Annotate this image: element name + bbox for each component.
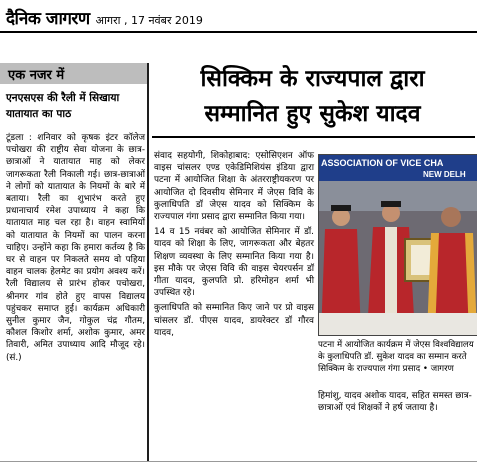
top-rule [0, 31, 477, 33]
newspaper-logo: दैनिक जागरण [6, 9, 90, 29]
headline-rule [152, 136, 475, 138]
article-headline [150, 62, 475, 132]
article-paragraph: कुलाधिपति को सम्मानित किए जाने पर प्रो वाइस चांसलर डॉ. पीएस यादव, डायरेक्टर डॉ गौरव यादव, [154, 303, 314, 338]
edition-date: आगरा , 17 नवंबर 2019 [95, 14, 203, 27]
photo-caption: पटना में आयोजित कार्यक्रम में जेएस विश्वविद्यालय के कुलाधिपति डॉ. सुकेश यादव का सम्मान करते सिक्किम के राज्यपाल गंगा प्रसाद • जागरण [318, 340, 474, 374]
news-photo [318, 154, 477, 336]
sidebar-header [0, 63, 147, 84]
photo-banner-text-2: NEW DELH [423, 170, 466, 179]
article-paragraph: संवाद सहयोगी, शिकोहाबाद: एसोसिएशन ऑफ वाइस चांसलर एण्ड एकेडिमिशियंस इंडिया द्वारा पटना में आयोजित शिक्षा के अंतरराष्ट्रीयकरण पर आयोजित दो दिवसीय सेमिनार में जेएस विवि के कुलाधिपति डॉ जेएस यादव को सिक्किम के राज्यपाल गंगा प्रसाद द्वारा सम्मानित किया गया। [154, 151, 314, 223]
photo-banner-text: ASSOCIATION OF VICE CHA [321, 158, 444, 168]
masthead [6, 6, 203, 28]
sidebar-header-label: एक नजर में [8, 68, 65, 83]
bottom-rule [0, 461, 477, 462]
sidebar-body: टूंडला : शनिवार को कृषक इंटर कॉलेज पचोखरा की राष्ट्रीय सेवा योजना के छात्र-छात्राओं ने यातायात माह को लेकर जागरूकता रैली निकाली गई। छात्र-छात्राओं ने लोगों को यातायात के नियमों के बारे में बताया। रैली का शुभारंभ करते हुए प्रधानाचार्य रमेश उपाध्याय ने कहा कि यातायात माह चल रहा है। वाहन स्वामियों को यातायात के नियमों का पालन करना चाहिए। उन्होंने कहा कि हमारा कर्तव्य है कि घर से वाहन पर निकलते समय वो पहिया वाहन चालक हेलमेट का प्रयोग अवश्य करें। रैली विद्यालय से प्रारंभ होकर पचोखरा, श्रीनगर गांव होते हुए वापस विद्यालय पहुंचकर समाप्त हुई। कार्यक्रम अधिकारी सुनील कुमार जैन, गोकुल चंद्र गौतम, कौशल किशोर शर्मा, अशोक कुमार, अमर तिवारी, अमित उपाध्याय आदि मौजूद रहे। (सं.) [6, 133, 145, 363]
sidebar-headline: एनएसएस की रैली में सिखाया यातायात का पाठ [6, 92, 120, 120]
article-body [154, 150, 314, 342]
headline-line-2: सम्मानित हुए सुकेश यादव [204, 101, 421, 127]
headline-line-1: सिक्किम के राज्यपाल द्वारा [200, 66, 425, 92]
article-paragraph: 14 व 15 नवंबर को आयोजित सेमिनार में डॉ. यादव को शिक्षा के लिए, जागरूकता और बेहतर शिक्षण व्यवस्था के लिए सम्मानित किया गया है। इस मौके पर जेएस विवि की वाइस चेयरपर्सन डॉ गीता यादव, कुलपति प्रो. हरिमोहन शर्मा भी उपस्थित रहे। [154, 227, 314, 299]
award-ceremony-illustration [319, 155, 477, 335]
article-continuation: हिमांशु, यादव अशोक यादव, सहित समस्त छात्र- छात्राओं एवं शिक्षकों ने हर्ष जताया है। [318, 391, 472, 414]
